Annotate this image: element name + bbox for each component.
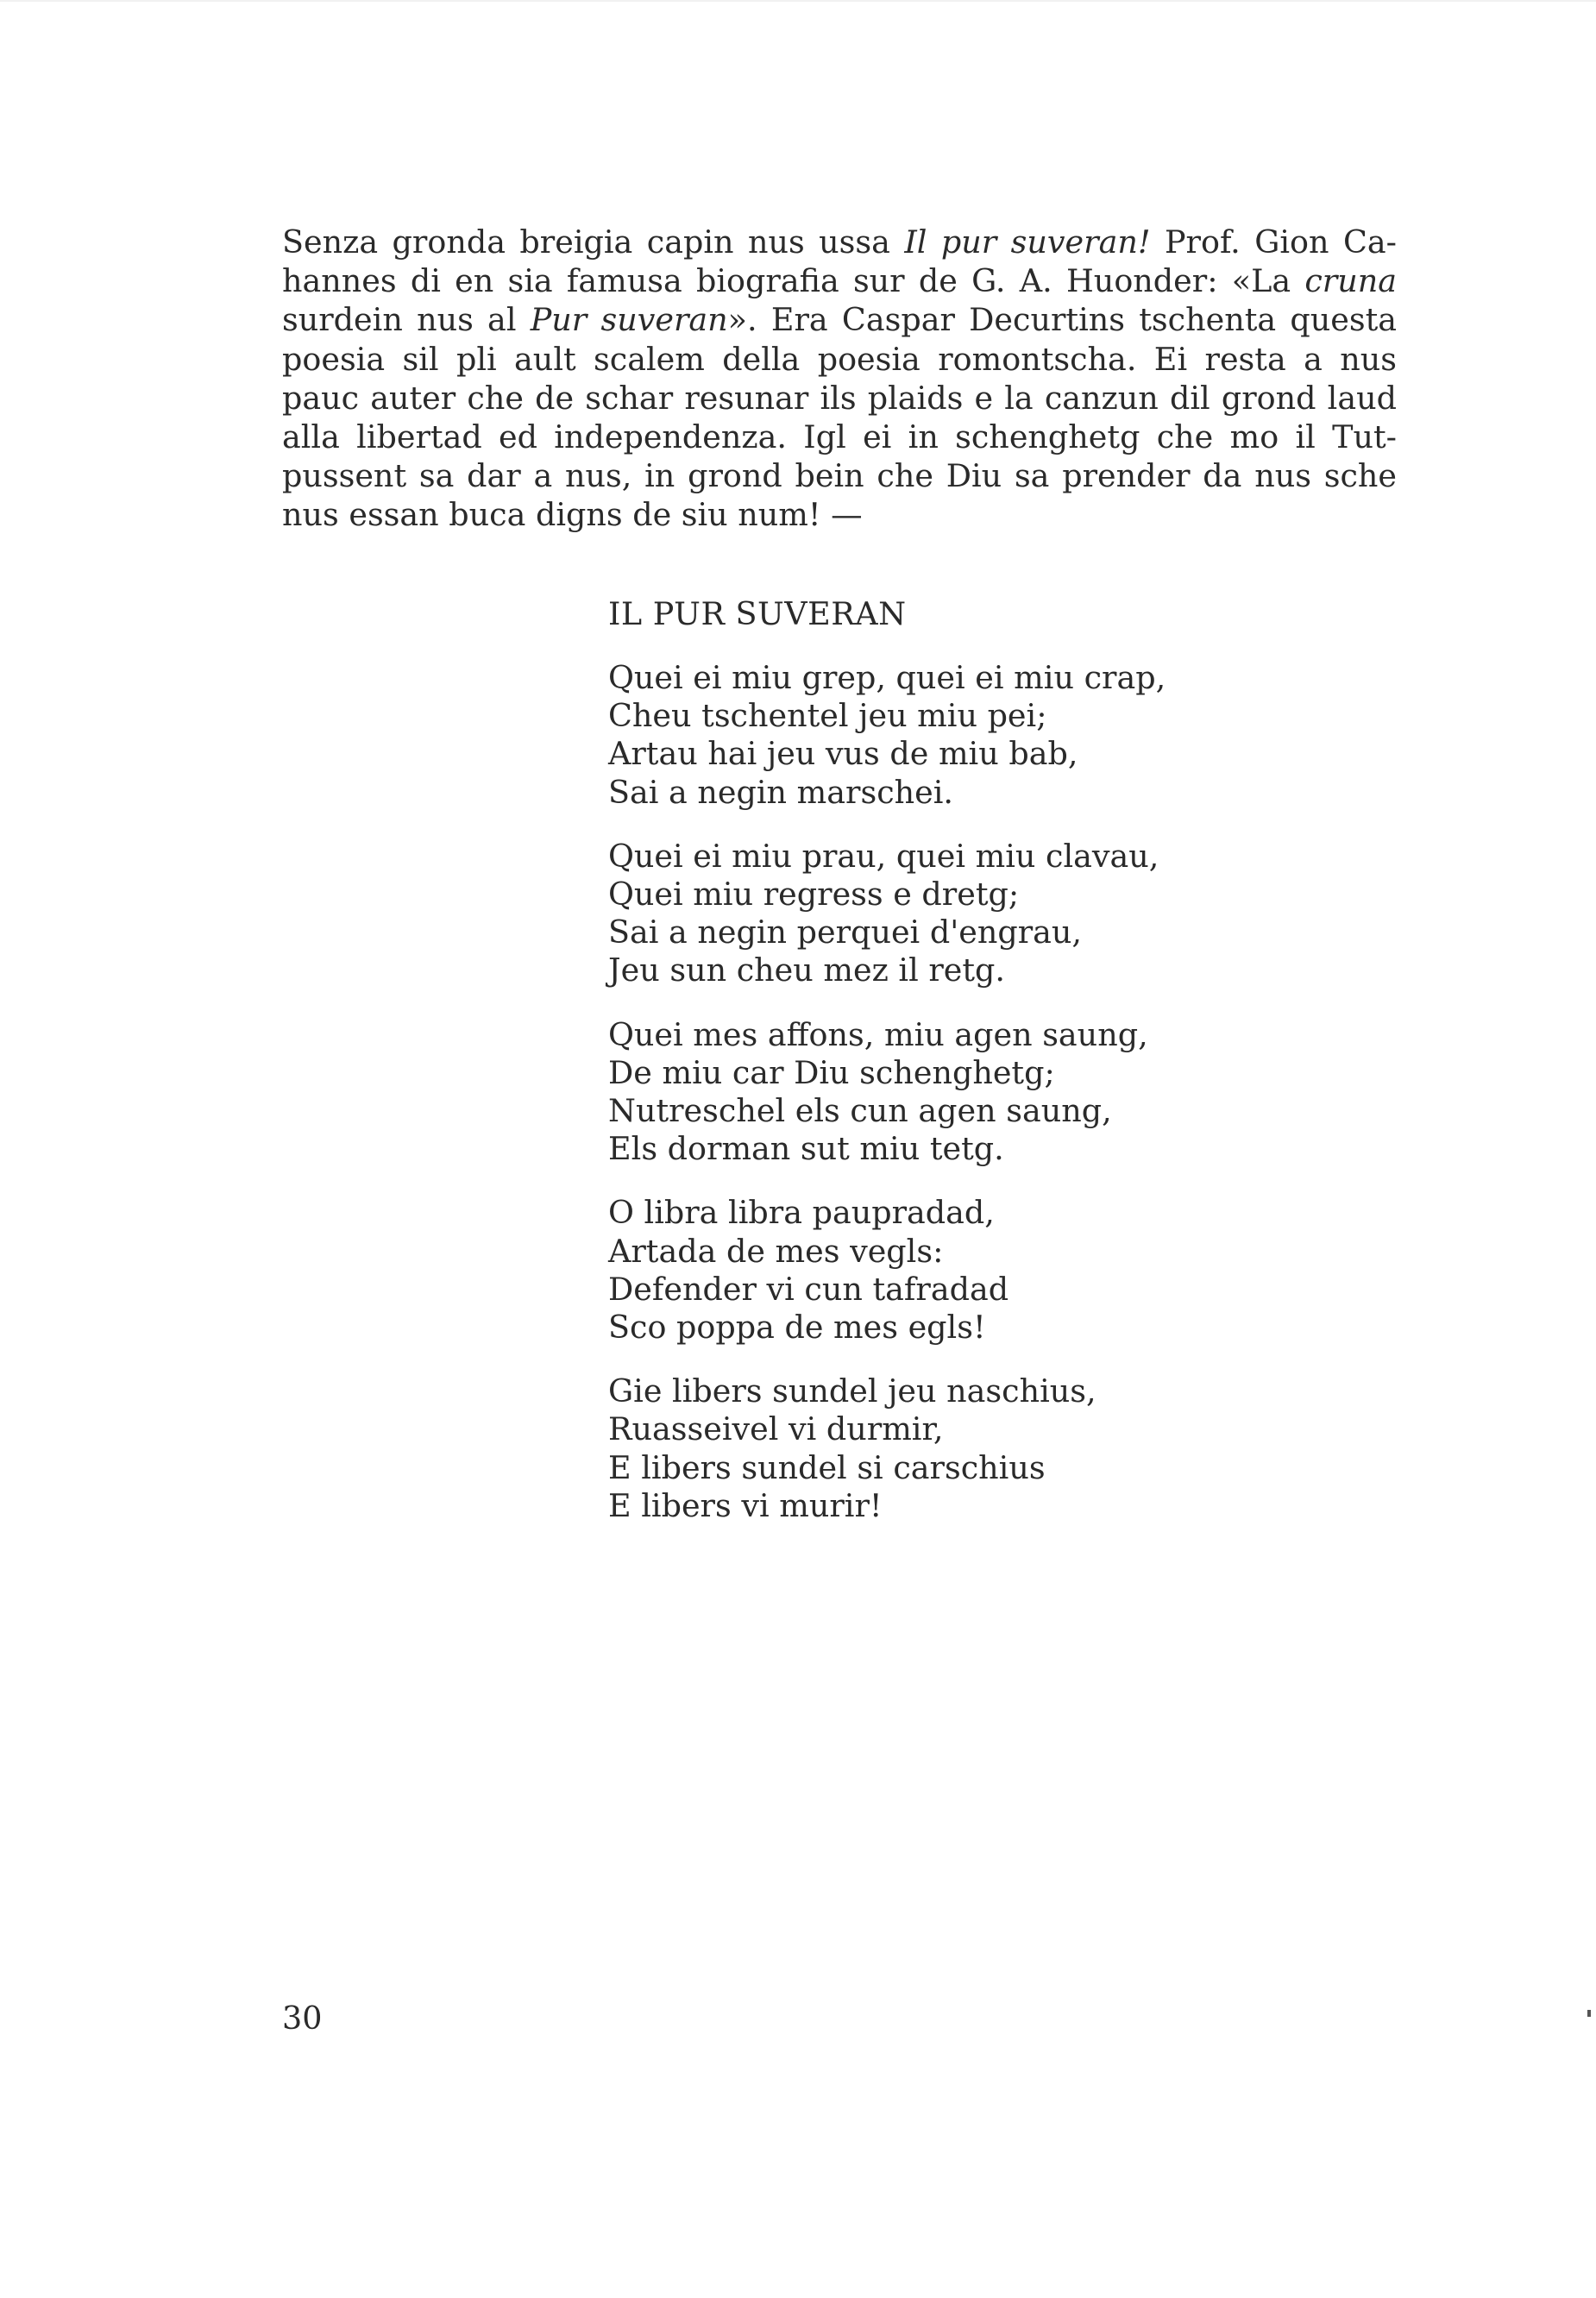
page-number: 30 (282, 2000, 323, 2037)
stanza (608, 1372, 1264, 1525)
verse-line: Ruasseivel vi durmir, (608, 1410, 944, 1448)
verse-line: Cheu tschentel jeu miu pei; (608, 697, 1047, 735)
verse-line: Els dorman sut miu tetg. (608, 1130, 1004, 1168)
verse-line: Sco poppa de mes egls! (608, 1309, 986, 1347)
intro-line: poesia sil pli ault scalem della poesia romontscha. Ei resta a nus (282, 340, 1397, 378)
poem-stanzas (608, 659, 1264, 1525)
verse-line: Sai a negin marschei. (608, 773, 954, 811)
italic-title: Il pur suveran! (904, 223, 1151, 261)
intro-line: nus essan buca digns de siu num! — (282, 496, 863, 534)
verse-line: Artau hai jeu vus de miu bab, (608, 735, 1078, 773)
verse-line: Quei ei miu prau, quei miu clavau, (608, 837, 1159, 875)
intro-line: hannes di en sia famusa biografia sur de G. A. Huonder: «La cruna (282, 262, 1397, 300)
verse-line: Defender vi cun tafradad (608, 1270, 1009, 1308)
verse-line: Quei mes affons, miu agen saung, (608, 1015, 1148, 1053)
intro-line: pauc auter che de schar resunar ils plaids e la canzun dil grond laud (282, 379, 1397, 417)
intro-line: alla libertad ed independenza. Igl ei in schenghetg che mo il Tut- (282, 418, 1397, 456)
intro-line: surdein nus al Pur suveran». Era Caspar Decurtins tschenta questa (282, 301, 1397, 339)
verse-line: Gie libers sundel jeu naschius, (608, 1372, 1096, 1410)
italic-title: Pur suveran (530, 301, 728, 339)
poem (608, 595, 1264, 1551)
verse-line: Jeu sun cheu mez il retg. (608, 951, 1006, 989)
verse-line: Nutreschel els cun agen saung, (608, 1092, 1112, 1130)
stanza (608, 838, 1264, 990)
intro-line: pussent sa dar a nus, in grond bein che Diu sa prender da nus sche (282, 457, 1397, 495)
stanza (608, 1016, 1264, 1169)
verse-line: Quei ei miu grep, quei ei miu crap, (608, 659, 1166, 696)
italic-title: cruna (1304, 262, 1397, 300)
scan-mark (1587, 2010, 1591, 2017)
intro-line: Senza gronda breigia capin nus ussa Il pur suveran! Prof. Gion Ca- (282, 223, 1397, 261)
stanza (608, 1194, 1264, 1347)
verse-line: Sai a negin perquei d'engrau, (608, 914, 1083, 951)
intro-paragraph (282, 223, 1397, 535)
verse-line: E libers sundel si carschius (608, 1448, 1046, 1486)
verse-line: De miu car Diu schenghetg; (608, 1053, 1055, 1091)
verse-line: Quei miu regress e dretg; (608, 876, 1020, 914)
verse-line: Artada de mes vegls: (608, 1232, 944, 1270)
verse-line: O libra libra paupradad, (608, 1194, 995, 1232)
stanza (608, 659, 1264, 812)
verse-line: E libers vi murir! (608, 1486, 883, 1524)
poem-title: IL PUR SUVERAN (608, 595, 907, 632)
